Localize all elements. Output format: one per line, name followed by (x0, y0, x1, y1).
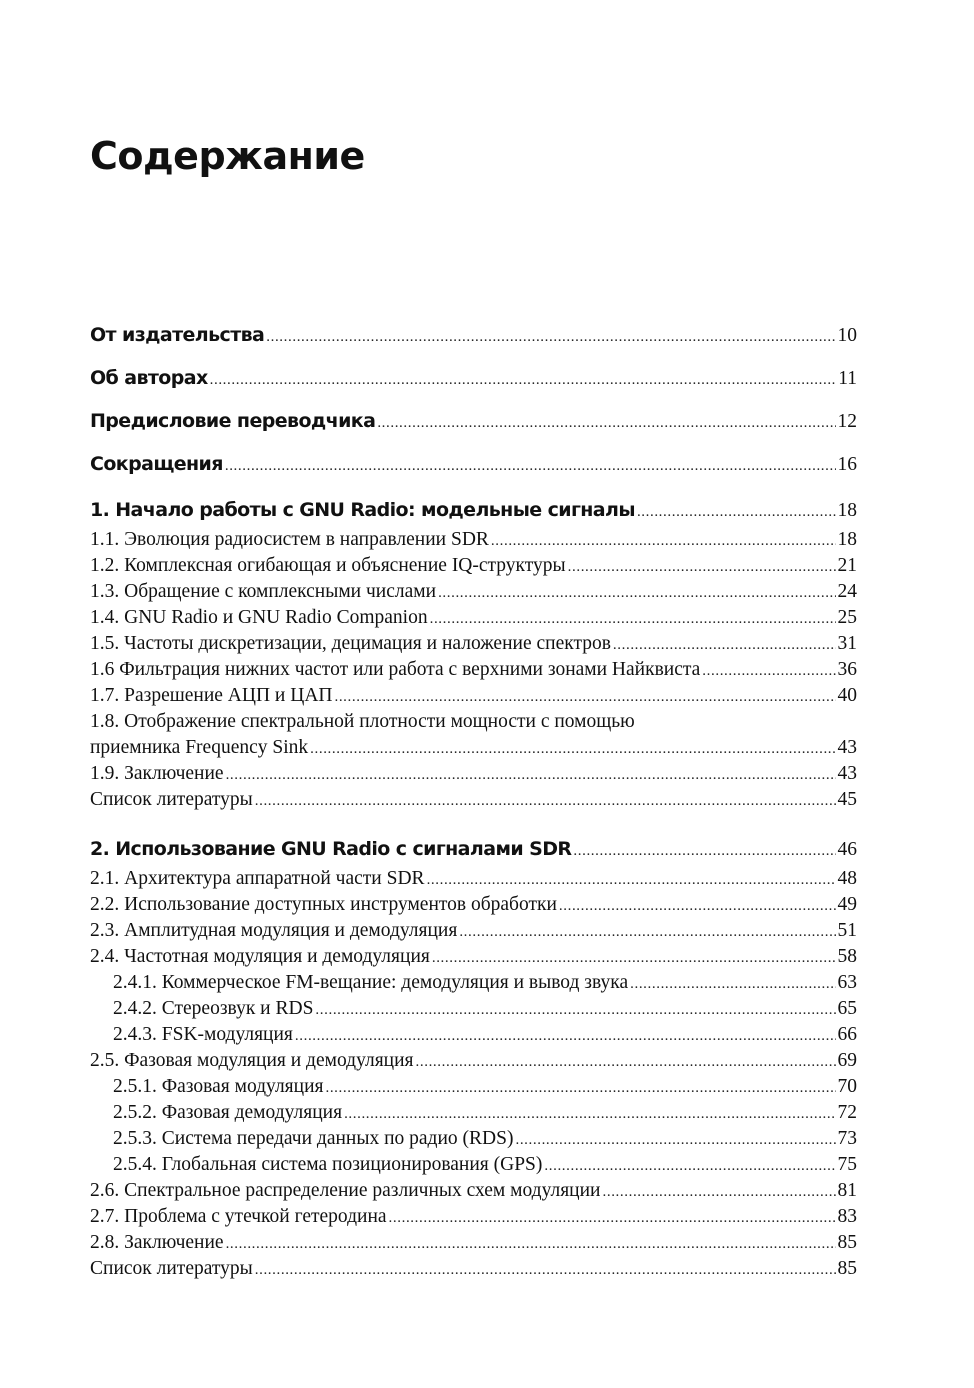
toc-page-number: 10 (837, 325, 857, 346)
dot-leader (325, 1075, 835, 1101)
toc-entry-label: 1.2. Комплексная огибающая и объяснение IQ-структуры (90, 555, 566, 576)
toc-page-number: 85 (837, 1258, 857, 1279)
toc-entry-label: 2.5.3. Система передачи данных по радио (RDS) (113, 1128, 514, 1149)
toc-page-number: 16 (837, 454, 857, 475)
toc-entry-authors[interactable] (90, 362, 857, 405)
toc-subentry[interactable] (90, 1100, 857, 1126)
toc-subentry[interactable] (90, 1152, 857, 1178)
dot-leader (315, 997, 835, 1023)
dot-leader (310, 736, 835, 762)
toc-entry-label: 2.3. Амплитудная модуляция и демодуляция (90, 920, 458, 941)
dot-leader (559, 893, 836, 919)
toc-entry-label: 2.6. Спектральное распределение различных схем модуляции (90, 1180, 601, 1201)
dot-leader (416, 1049, 836, 1075)
toc-entry[interactable] (90, 631, 857, 657)
toc-entry-label: 2.4. Частотная модуляция и демодуляция (90, 946, 430, 967)
toc-subentry[interactable] (90, 1074, 857, 1100)
toc-page-number: 70 (837, 1076, 857, 1097)
toc-entry-label: Предисловие переводчика (90, 410, 376, 432)
toc-entry[interactable] (90, 553, 857, 579)
toc-subentry[interactable] (90, 1022, 857, 1048)
toc-entry[interactable] (90, 527, 857, 553)
toc-entry-label: 2.7. Проблема с утечкой гетеродина (90, 1206, 387, 1227)
toc-page-number: 18 (837, 500, 857, 521)
dot-leader (568, 554, 836, 580)
toc-page-number: 31 (837, 633, 857, 654)
toc-entry-label: 2.8. Заключение (90, 1232, 224, 1253)
toc-entry[interactable] (90, 1178, 857, 1204)
toc-entry[interactable] (90, 1230, 857, 1256)
dot-leader (459, 919, 835, 945)
toc-entry-label: 2.5.4. Глобальная система позиционирования (GPS) (113, 1154, 543, 1175)
toc-entry-label: 2.4.3. FSK-модуляция (113, 1024, 293, 1045)
toc-page-number: 43 (837, 737, 857, 758)
dot-leader (344, 1101, 835, 1127)
toc-page-number: 51 (837, 920, 857, 941)
toc-entry-label: 2.5.2. Фазовая демодуляция (113, 1102, 343, 1123)
dot-leader (613, 632, 836, 658)
toc-entry[interactable] (90, 579, 857, 605)
toc-entry-label: 1.3. Обращение с комплексными числами (90, 581, 437, 602)
toc-page-number: 40 (837, 685, 857, 706)
toc-entry[interactable] (90, 1048, 857, 1074)
toc-page-number: 21 (837, 555, 857, 576)
dot-leader (225, 450, 836, 482)
table-of-contents (90, 319, 857, 1282)
toc-entry[interactable] (90, 1204, 857, 1230)
dot-leader (377, 407, 835, 439)
toc-entry[interactable] (90, 892, 857, 918)
toc-entry-label: 2.5.1. Фазовая модуляция (113, 1076, 324, 1097)
toc-page-number: 25 (837, 607, 857, 628)
toc-entry-label: Список литературы (90, 1258, 253, 1279)
toc-page-number: 58 (837, 946, 857, 967)
toc-entry-label: 1.5. Частоты дискретизации, децимация и наложение спектров (90, 633, 611, 654)
dot-leader (255, 1257, 836, 1283)
toc-subentry[interactable] (90, 970, 857, 996)
toc-entry-references[interactable] (90, 1256, 857, 1282)
page-title: Содержание (90, 134, 365, 178)
toc-chapter-1[interactable] (90, 494, 857, 527)
dot-leader (603, 1179, 836, 1205)
toc-entry-label-line1[interactable]: 1.8. Отображение спектральной плотности мощности с помощью (90, 711, 635, 732)
toc-entry-label: 1.1. Эволюция радиосистем в направлении SDR (90, 529, 489, 550)
toc-entry[interactable] (90, 657, 857, 683)
dot-leader (226, 762, 836, 788)
toc-entry-label-line2: приемника Frequency Sink (90, 737, 309, 758)
toc-entry[interactable] (90, 735, 857, 761)
dot-leader (210, 364, 837, 396)
toc-page-number: 48 (837, 868, 857, 889)
toc-entry[interactable] (90, 866, 857, 892)
dot-leader (430, 606, 836, 632)
toc-entry-label: 1.9. Заключение (90, 763, 224, 784)
toc-page-number: 45 (837, 789, 857, 810)
toc-entry-abbreviations[interactable] (90, 448, 857, 491)
toc-page-number: 72 (837, 1102, 857, 1123)
toc-page-number: 43 (837, 763, 857, 784)
toc-entry-label: От издательства (90, 324, 265, 346)
toc-page-number: 36 (837, 659, 857, 680)
toc-page-number: 73 (837, 1128, 857, 1149)
dot-leader (573, 835, 835, 868)
dot-leader (432, 945, 836, 971)
toc-subentry[interactable] (90, 996, 857, 1022)
toc-entry-label: Об авторах (90, 367, 208, 389)
toc-page-number: 18 (837, 529, 857, 550)
toc-entry[interactable] (90, 683, 857, 709)
dot-leader (630, 971, 835, 997)
dot-leader (438, 580, 835, 606)
toc-entry-label: 1.6 Фильтрация нижних частот или работа с верхними зонами Найквиста (90, 659, 701, 680)
toc-entry-label: 2.5. Фазовая модуляция и демодуляция (90, 1050, 414, 1071)
toc-page-number: 83 (837, 1206, 857, 1227)
toc-entry-references[interactable] (90, 787, 857, 813)
chapter-title: 1. Начало работы с GNU Radio: модельные сигналы (90, 499, 635, 521)
toc-entry-label: Сокращения (90, 453, 223, 475)
dot-leader (389, 1205, 836, 1231)
toc-entry[interactable] (90, 761, 857, 787)
dot-leader (266, 321, 835, 353)
toc-entry-label: 2.4.1. Коммерческое FM-вещание: демодуляция и вывод звука (113, 972, 629, 993)
chapter-title: 2. Использование GNU Radio с сигналами SDR (90, 838, 572, 860)
toc-entry-label: 1.4. GNU Radio и GNU Radio Companion (90, 607, 428, 628)
toc-entry[interactable] (90, 944, 857, 970)
toc-entry-label: 2.4.2. Стереозвук и RDS (113, 998, 314, 1019)
toc-entry-label: 2.2. Использование доступных инструментов обработки (90, 894, 557, 915)
dot-leader (295, 1023, 836, 1049)
toc-chapter-2[interactable] (90, 833, 857, 866)
toc-page-number: 11 (838, 368, 857, 389)
dot-leader (255, 788, 836, 814)
toc-entry-label: Список литературы (90, 789, 253, 810)
dot-leader (637, 496, 836, 529)
toc-page-number: 66 (837, 1024, 857, 1045)
toc-entry[interactable] (90, 918, 857, 944)
toc-page-number: 46 (837, 839, 857, 860)
toc-page-number: 65 (837, 998, 857, 1019)
toc-page-number: 49 (837, 894, 857, 915)
toc-page-number: 63 (837, 972, 857, 993)
toc-entry-label: 2.1. Архитектура аппаратной части SDR (90, 868, 425, 889)
toc-page-number: 24 (837, 581, 857, 602)
dot-leader (334, 684, 835, 710)
dot-leader (491, 528, 836, 554)
toc-subentry[interactable] (90, 1126, 857, 1152)
dot-leader (515, 1127, 835, 1153)
toc-entry-publisher[interactable] (90, 319, 857, 362)
toc-page-number: 12 (837, 411, 857, 432)
dot-leader (544, 1153, 835, 1179)
dot-leader (427, 867, 836, 893)
toc-entry-translator-preface[interactable] (90, 405, 857, 448)
toc-entry-label: 1.7. Разрешение АЦП и ЦАП (90, 685, 333, 706)
dot-leader (226, 1231, 836, 1257)
toc-page-number: 69 (837, 1050, 857, 1071)
toc-entry[interactable] (90, 605, 857, 631)
dot-leader (702, 658, 835, 684)
toc-page-number: 81 (837, 1180, 857, 1201)
toc-page-number: 85 (837, 1232, 857, 1253)
toc-page-number: 75 (837, 1154, 857, 1175)
